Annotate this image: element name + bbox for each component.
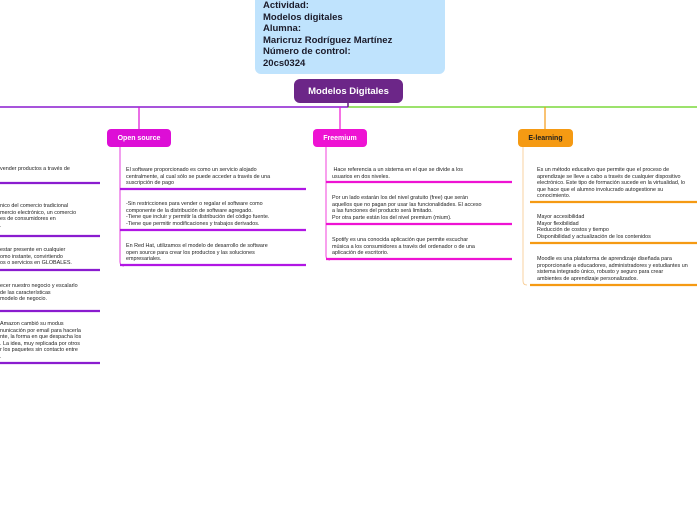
- left-note-5[interactable]: Amazon cambió su modus nunicación por email para hacerla nte, la forma en que despacha los . La idea, muy replicada por otros r los paquetes sin contacto entre .: [0, 321, 82, 360]
- header-line-activity-value: Modelos digitales: [263, 11, 343, 23]
- left-note-3[interactable]: estar presente en cualquier omo instante, convirtiendo os o servicios en GLOBALES.: [0, 247, 72, 267]
- header-line-student-label: Alumna:: [263, 23, 301, 34]
- elearning-note-3[interactable]: Moodle es una plataforma de aprendizaje diseñada para proporcionarle a educadores, administradores y estudiantes un sistema integrado único, robusto y seguro para crear ambientes de aprendizaje personalizados.: [537, 256, 688, 282]
- elearning-note-2[interactable]: Mayor accesibilidad Mayor flexibilidad Reducción de costos y tiempo Disponibilidad y actualización de los contenidos: [537, 214, 651, 240]
- header-info-box[interactable]: [255, 0, 445, 74]
- header-line-control-number: 20cs0324: [263, 57, 306, 69]
- freemium-note-3[interactable]: Spotify es una conocida aplicación que permite escuchar música a los consumidores a través del ordenador o de una aplicación de escritorio.: [332, 237, 475, 257]
- freemium-tree: [326, 147, 330, 260]
- open-source-note-1[interactable]: El software proporcionado es como un servicio alojado centralmente, al cual sólo se puede acceder a través de una suscripción de pago: [126, 167, 271, 187]
- header-line-activity-label: Actividad:: [263, 0, 309, 11]
- left-note-2[interactable]: nico del comercio tradicional mercio electrónico, un comercio es de consumidores en .: [0, 203, 77, 229]
- left-note-4[interactable]: ecer nuestro negocio y escalarlo de las características modelo de negocio.: [0, 283, 78, 303]
- open-source-note-3[interactable]: En Red Hat, utilizamos el modelo de desarrollo de software open source para crear los productos y las soluciones empresariales.: [126, 243, 268, 263]
- open-source-tree: [120, 147, 124, 266]
- central-topic[interactable]: Modelos Digitales: [294, 79, 403, 103]
- branch-freemium[interactable]: Freemium: [313, 129, 367, 147]
- elearning-note-1[interactable]: Es un método educativo que permite que el proceso de aprendizaje se lleve a cabo a través de cualquier dispositivo electrónico. Este tipo de formación sucede en la virtualidad, lo que hace que el alumno involucrado autogestione su conocimiento.: [537, 167, 686, 200]
- branch-open-source[interactable]: Open source: [107, 129, 171, 147]
- freemium-note-1[interactable]: Hace referencia a un sistema en el que se divide a los usuarios en dos niveles.: [332, 167, 463, 180]
- open-source-note-2[interactable]: -Sin restricciones para vender o regalar el software como componente de la distribución de software agregado. -Tiene que incluir y permitir la distribución del código fuente. -Tiene que permitir modificaciones y trabajos derivados.: [126, 201, 270, 227]
- freemium-note-2[interactable]: Por un lado estarán los del nivel gratuito (free) que serán aquellos que no pagan por usar las funcionalidades. El acceso a las funciones del producto será limitado. Por otra parte están los del nivel premium (mium).: [332, 195, 482, 221]
- elearning-tree: [523, 147, 527, 285]
- branch-elearning[interactable]: E-learning: [518, 129, 573, 147]
- header-line-control-label: Número de control:: [263, 46, 351, 57]
- left-note-1[interactable]: vender productos a través de: [0, 166, 70, 172]
- header-line-student-name: Maricruz Rodríguez Martínez: [263, 34, 393, 46]
